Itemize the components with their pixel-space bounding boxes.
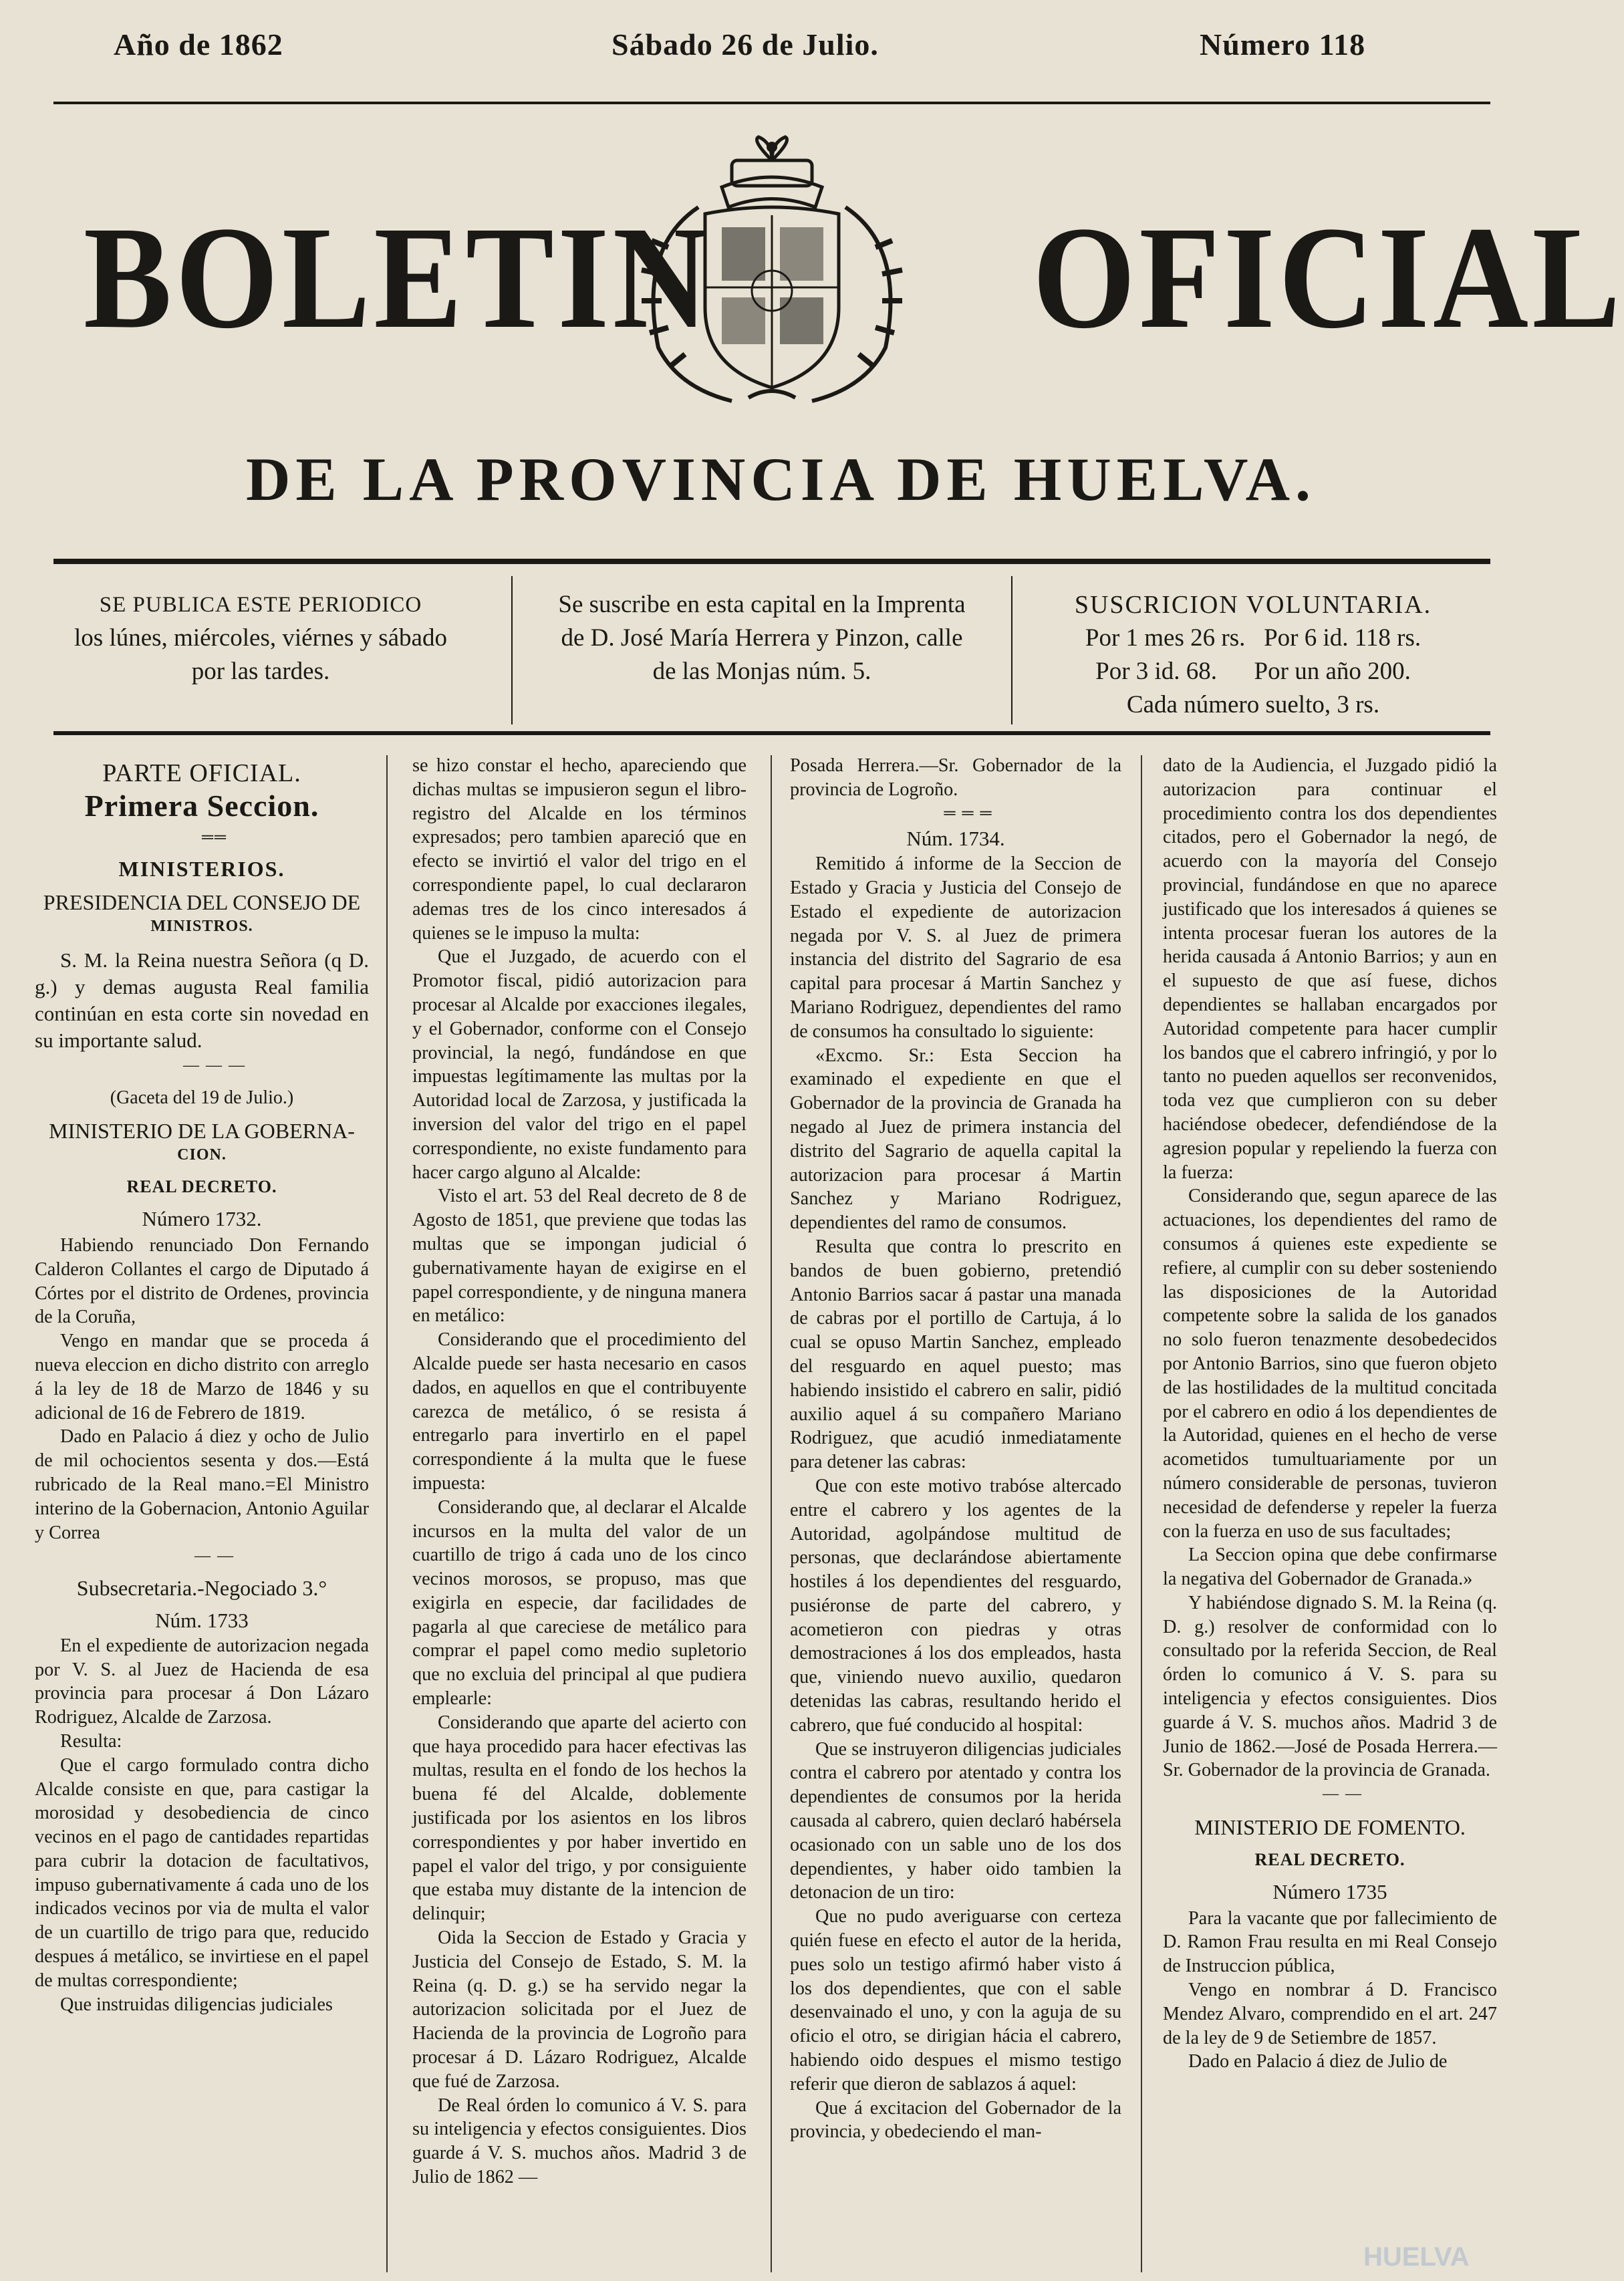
paragraph: Y habiéndose dignado S. M. la Reina (q. D. g.) resolver de conformidad con lo consultado por la referida Seccion, de Real órden lo comunico á V. S. para su inteligencia y efectos consiguientes. Dios guarde á V. S. muchos años. Madrid 3 de Junio de 1862.—José de Posada Herrera.—Sr. Gobernador de la provincia de Granada. — [1163, 1592, 1497, 1781]
paragraph: Dado en Palacio á diez de Julio de — [1188, 2051, 1448, 2072]
price-line: Por 3 id. 68. Por un año 200. — [1095, 658, 1411, 685]
publish-info — [27, 588, 495, 688]
paragraph: De Real órden lo comunico á V. S. para su inteligencia y efectos consiguientes. Dios guarde á V. S. muchos años. Madrid 3 de Julio de 1862 — — [412, 2095, 747, 2188]
paragraph: Considerando que, al declarar el Alcalde incursos en la multa del valor de un cuartillo de trigo á cada uno de los cinco vecinos morosos, se propuso, mas que exigirla en especie, dar facilidades de pagarla al que careciese de metálico para comprar el papel como medio supletorio que no excluia del principal al que pudiera emplearle: — [412, 1496, 747, 1710]
paragraph: Vengo en nombrar á D. Francisco Mendez Alvaro, comprendido en el art. 247 de la ley de 9 de Setiembre de 1857. — [1163, 1980, 1497, 2048]
price-info — [1019, 588, 1487, 722]
price-line: Cada número suelto, 3 rs. — [1126, 691, 1380, 718]
price-title: SUSCRICION VOLUNTARIA. — [1074, 591, 1432, 619]
heading-fomento: MINISTERIO DE FOMENTO. — [1194, 1815, 1466, 1840]
archive-watermark: HUELVA — [1363, 2242, 1470, 2272]
heading-real-decreto: REAL DECRETO. — [1254, 1850, 1405, 1870]
paragraph: Que con este motivo trabóse altercado entre el cabrero y los agentes de la Autoridad, agolpándose multitud de personas, que declarándose abiertamente hostiles á los dependientes del resguardo, pusiéronse de parte del cabrero, y acometieron con piedras y otras demostraciones á los dos empleados, hasta que, viniendo nuevo auxilio, quedaron detenidas las cabras, resultando herido el cabrero, que fué conducido al hospital: — [790, 1475, 1121, 1736]
title-left: BOLETIN — [84, 196, 712, 359]
section-heading-primera-seccion: Primera Seccion. — [84, 788, 319, 823]
info-divider — [511, 576, 513, 724]
subscribe-line: de D. José María Herrera y Pinzon, calle — [561, 624, 963, 652]
title-right: OFICIAL — [1033, 196, 1624, 359]
publish-line: SE PUBLICA ESTE PERIODICO — [99, 593, 422, 617]
publish-line: por las tardes. — [191, 658, 330, 685]
coat-of-arms-emblem — [605, 134, 939, 408]
issue-date: Sábado 26 de Julio. — [612, 27, 879, 61]
price-line: Por 1 mes 26 rs. Por 6 id. 118 rs. — [1085, 624, 1422, 652]
paragraph: Que el cargo formulado contra dicho Alcalde consiste en que, para castigar la morosidad y desobediencia de cinco vecinos en el pago de cantidades repartidas para cubrir la dotacion de facultativos, impuso gubernativamente á cada uno de los indicados vecinos por via de multa el valor de un cuartillo de trigo para que, reducido despues á metálico, se invirtiese en el papel de multas correspondiente; — [35, 1754, 369, 1991]
column-1 — [35, 754, 369, 2278]
heading-ministros: MINISTROS. — [150, 918, 253, 936]
issue-number: Número 118 — [1200, 27, 1366, 61]
publish-line: los lúnes, miércoles, viérnes y sábado — [74, 624, 447, 652]
paragraph: Oida la Seccion de Estado y Gracia y Justicia del Consejo de Estado, S. M. la Reina (q. D. g.) se ha servido negar la autorizacion solicitada por el Juez de Hacienda de la provincia de Logroño para procesar á D. Lázaro Rodriguez, Alcalde que fué de Zarzosa. — [412, 1927, 747, 2092]
paragraph: «Excmo. Sr.: Esta Seccion ha examinado el expediente en que el Gobernador de la provincia de Granada ha negado al Juez de primera instancia del distrito del Sagrario de aquella capital la autorizacion para procesar á Martin Sanchez y Mariano Rodriguez, dependientes del ramo de consumos. — [790, 1045, 1121, 1234]
paragraph: Posada Herrera.—Sr. Gobernador de la provincia de Logroño. — [790, 755, 1121, 800]
decree-number: Núm. 1734. — [906, 827, 1005, 851]
paragraph: se hizo constar el hecho, apareciendo que dichas multas se impusieron segun el libro-registro del Alcalde en los términos expresados; pero tambien apareció que en efecto se invirtió el valor del trigo en el correspondiente papel, lo cual declararon ademas tres de los cinco interesados á quienes se le impuso la multa: — [412, 755, 747, 944]
subscribe-info — [521, 588, 1002, 688]
column-2 — [412, 754, 747, 2278]
paragraph: Visto el art. 53 del Real decreto de 8 de Agosto de 1851, que previene que todas las multas que se impongan judicial ó gubernativamente hayan de exigirse en el papel correspondiente, y de ninguna manera en metálico: — [412, 1186, 747, 1327]
paragraph: Que se instruyeron diligencias judiciales contra el cabrero por atentado y contra los dependientes de consumos por la herida causada al cabrero, quien declaró habérsela ocasionado con un sable uno de los dos dependientes, y haber oido tambien la detonacion de un tiro: — [790, 1738, 1121, 1903]
paragraph: Que á excitacion del Gobernador de la provincia, y obedeciendo el man- — [790, 2097, 1121, 2143]
paragraph: Para la vacante que por fallecimiento de D. Ramon Frau resulta en mi Real Consejo de Instruccion pública, — [1163, 1907, 1497, 1977]
heading-ministerios: MINISTERIOS. — [118, 857, 285, 882]
column-separator — [1141, 755, 1142, 2272]
heading-real-decreto: REAL DECRETO. — [126, 1177, 277, 1197]
section-heading-parte-oficial: PARTE OFICIAL. — [102, 759, 301, 787]
paragraph: Considerando que, segun aparece de las actuaciones, los dependientes del ramo de consumos á quienes este expediente se refiere, al cumplir con su deber sosteniendo las disposiciones de la Autoridad competente sobre la salida de los ganados no solo fueron tenazmente desobedecidos por Antonio Barrios, sino que fueron objeto de las hostilidades de la multitud concitada por el cabrero en odio á los dependientes de la Autoridad, quienes en el hecho de verse acometidos tumultuariamente por un número considerable de personas, tuvieron necesidad de defenderse y repeler la fuerza con la fuerza en uso de sus facultades; — [1163, 1186, 1497, 1542]
info-divider — [1011, 576, 1012, 724]
heading-gobernacion-2: CION. — [177, 1146, 227, 1164]
decree-number: Número 1732. — [142, 1207, 262, 1231]
ornament-rule: — — — [194, 1547, 235, 1565]
subscribe-line: de las Monjas núm. 5. — [652, 658, 871, 685]
paragraph: Dado en Palacio á diez y ocho de Julio de mil ochocientos sesenta y dos.—Está rubricado de la Real mano.=El Ministro interino de la Gobernacion, Antonio Aguilar y Correa — [35, 1426, 369, 1543]
gaceta-note: (Gaceta del 19 de Julio.) — [110, 1087, 294, 1108]
paragraph: Considerando que aparte del acierto con que haya procedido para hacer efectivas las multas, resulta en el fondo de los hechos la buena fé del Alcalde, doblemente justificada por los asientos en los libros correspondientes y por haber invertido en papel el valor del trigo, y por consiguiente que estaba muy distante de la intencion de delinquir; — [412, 1712, 747, 1925]
paragraph: Habiendo renunciado Don Fernando Calderon Collantes el cargo de Diputado á Córtes por el distrito de Ordenes, provincia de la Coruña, — [35, 1234, 369, 1328]
top-rule — [53, 102, 1490, 104]
paragraph: Considerando que el procedimiento del Alcalde puede ser hasta necesario en casos dados, en aquellos en que el contribuyente carezca de metálico, ó se resista á entregarlo para invertirlo en el papel correspondiente á la multa que le fuese impuesta: — [412, 1329, 747, 1494]
paragraph: La Seccion opina que debe confirmarse la negativa del Gobernador de Granada.» — [1163, 1545, 1497, 1590]
info-bottom-rule — [53, 731, 1490, 735]
subtitle: DE LA PROVINCIA DE HUELVA. — [245, 445, 1317, 513]
paragraph: En el expediente de autorizacion negada por V. S. al Juez de Hacienda de esa provincia para procesar á Don Lázaro Rodriguez, Alcalde de Zarzosa. — [35, 1635, 369, 1728]
paragraph: S. M. la Reina nuestra Señora (q D. g.) y demas augusta Real familia continúan en esta corte sin novedad en su importante salud. — [35, 948, 369, 1052]
paragraph: Vengo en mandar que se proceda á nueva eleccion en dicho distrito con arreglo á la ley de 18 de Marzo de 1846 y su adicional de 16 de Febrero de 1819. — [35, 1331, 369, 1424]
paragraph: Resulta que contra lo prescrito en bandos de buen gobierno, pretendió Antonio Barrios sacar á pastar una manada de cabras por el portillo de Cartuja, á lo cual se opuso Martin Sanchez, empleado del resguardo en aquel puesto; mas habiendo insistido el cabrero en salir, pidió auxilio aquel á su compañero Mariano Rodriguez, que acudió inmediatamente para detener las cabras: — [790, 1236, 1121, 1473]
decree-number: Número 1735 — [1272, 1879, 1387, 1903]
masthead-double-rule — [53, 559, 1490, 564]
column-4 — [1163, 754, 1497, 2278]
subscribe-line: Se suscribe en esta capital en la Imprenta — [558, 591, 966, 618]
heading-subsecretaria: Subsecretaria.-Negociado 3.° — [76, 1576, 327, 1601]
paragraph: Que el Juzgado, de acuerdo con el Promotor fiscal, pidió autorizacion para procesar al Alcalde por exacciones ilegales, y el Gobernador, conforme con el Consejo provincial, la negó, fundándose en que impuestas legítimamente las multas por la Autoridad local de Zarzosa, y justificada la inversion del valor del trigo en el papel correspondiente, no existe fundamento para hacer cargo alguno al Alcalde: — [412, 946, 747, 1183]
ornament-rule: — — — [1323, 1785, 1363, 1803]
heading-gobernacion: MINISTERIO DE LA GOBERNA- — [49, 1118, 355, 1143]
ornament-rule: ═ ═ ═ — [944, 804, 993, 822]
column-separator — [771, 755, 772, 2272]
paragraph: dato de la Audiencia, el Juzgado pidió la autorizacion para continuar el procedimiento contra los dos dependientes citados, pero el Gobernador la negó, de acuerdo con la mayoría del Consejo provincial, fundándose en que no aparece justificado que los interesados á quienes se intenta procesar fueran los autores de la herida causada á Antonio Barrios; y aun en el supuesto de que así fuese, dichos dependientes se hallaban encargados por Autoridad competente para hacer cumplir los bandos que el cabrero infringió, y por lo tanto no pueden aquellos ser reconvenidos, toda vez que cumplieron con su deber haciéndose obedecer, defendiéndose de la agresion popular y repeliendo la fuerza con la fuerza: — [1163, 755, 1497, 1183]
paragraph: Remitido á informe de la Seccion de Estado y Gracia y Justicia del Consejo de Estado el expediente de autorizacion negada por V. S. al Juez de primera instancia del distrito del Sagrario de esa capital para procesar á Martin Sanchez y Mariano Rodriguez, dependientes del ramo de consumos ha consultado lo siguiente: — [790, 853, 1121, 1042]
paragraph: Resulta: — [60, 1730, 122, 1752]
ornament-rule: — — — — [183, 1056, 246, 1074]
decree-number: Núm. 1733 — [155, 1608, 249, 1632]
heading-presidencia: PRESIDENCIA DEL CONSEJO DE — [43, 890, 361, 915]
issue-year: Año de 1862 — [114, 27, 283, 61]
ornament-rule: ══ — [201, 828, 227, 846]
paragraph: Que instruidas diligencias judiciales — [60, 1994, 333, 2015]
column-separator — [386, 755, 388, 2272]
paragraph: Que no pudo averiguarse con certeza quién fuese en efecto el autor de la herida, pues solo un testigo afirmó haber visto á los dos dependientes, que con el sable desenvainado el uno, y con la aguja de su oficio el otro, se dirigian hácia el cabrero, habiendo oido despues el mismo testigo referir que dieron de sablazos á aquel: — [790, 1906, 1121, 2095]
column-3 — [790, 754, 1121, 2278]
